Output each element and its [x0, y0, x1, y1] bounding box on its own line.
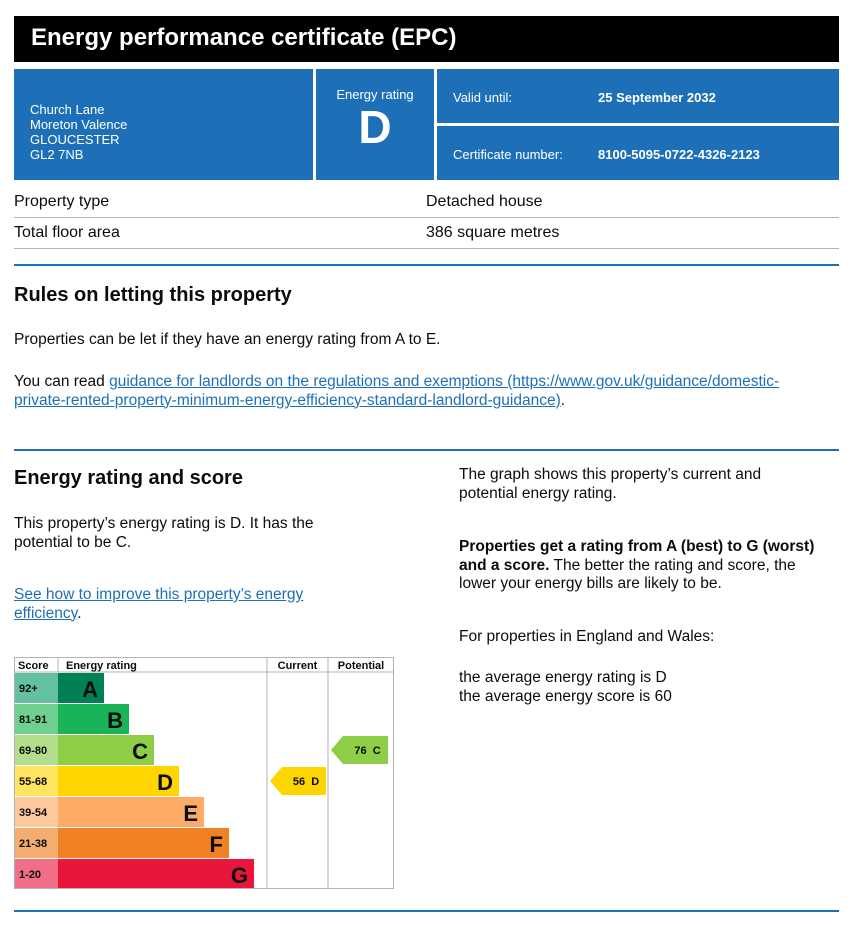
valid-until-block	[437, 69, 839, 123]
averages	[459, 669, 672, 706]
property-type-value: Detached house	[426, 193, 543, 210]
letting-text: Properties can be let if they have an energy rating from A to E.	[14, 331, 441, 348]
column-header-current: Current	[277, 660, 318, 672]
address-line: Church Lane	[30, 102, 105, 117]
energy-rating-graph	[14, 657, 394, 889]
floor-area-value: 386 square metres	[426, 224, 560, 241]
letting-heading: Rules on letting this property	[14, 284, 292, 306]
rating-letter-e: E	[183, 801, 198, 826]
address-line: GL2 7NB	[30, 147, 84, 162]
column-header-rating: Energy rating	[66, 660, 137, 672]
address-block	[14, 69, 313, 180]
valid-until-label: Valid until:	[453, 90, 513, 105]
rating-bar-g	[58, 859, 254, 889]
property-type-label: Property type	[14, 193, 110, 210]
rating-summary	[14, 515, 314, 552]
guidance-suffix: .	[560, 391, 566, 409]
regions-text: For properties in England and Wales:	[459, 628, 715, 645]
graph-description-line-1: The graph shows this property’s current and	[459, 466, 762, 483]
potential-rating-label: 76 C	[354, 745, 381, 757]
energy-rating-block	[316, 69, 434, 180]
score-range-d: 55-68	[19, 776, 48, 788]
graph-description	[459, 466, 761, 503]
improve-efficiency-link[interactable]	[14, 586, 303, 622]
score-range-c: 69-80	[19, 745, 48, 757]
improve-suffix: .	[77, 604, 82, 622]
guidance-prefix: You can read	[14, 373, 110, 390]
section-divider	[14, 910, 839, 912]
rating-letter-c: C	[132, 739, 148, 764]
landlord-guidance-link[interactable]	[14, 373, 779, 409]
energy-rating-label: Energy rating	[336, 87, 414, 102]
certificate-number-block	[437, 126, 839, 180]
valid-until-value: 25 September 2032	[598, 90, 716, 105]
letting-guidance	[14, 373, 839, 410]
certificate-number-label: Certificate number:	[453, 147, 563, 162]
average-score: the average energy score is 60	[459, 687, 672, 705]
score-range-a: 92+	[19, 683, 38, 695]
column-header-potential: Potential	[337, 660, 385, 672]
section-divider	[14, 449, 839, 451]
rating-explanation	[459, 538, 814, 594]
rating-letter-b: B	[107, 708, 123, 733]
rating-explanation-bold-1: Properties get a rating from A (best) to G (worst)	[459, 538, 815, 555]
rating-explanation-rest-2: The better the rating and score, the	[549, 556, 796, 574]
score-range-b: 81-91	[19, 714, 48, 726]
guidance-link-line-1: guidance for landlords on the regulations and exemptions (https://www.gov.uk/guidance/domestic-	[109, 373, 780, 390]
floor-area-label: Total floor area	[14, 224, 120, 241]
score-range-f: 21-38	[19, 838, 48, 850]
certificate-header	[14, 69, 839, 180]
section-divider	[14, 264, 839, 266]
rating-summary-line-2: potential to be C.	[14, 533, 132, 551]
rating-summary-line-1: This property’s energy rating is D. It has the	[14, 515, 314, 532]
improve-efficiency	[14, 586, 303, 623]
energy-rating-letter: D	[358, 101, 392, 153]
rating-letter-f: F	[209, 832, 223, 857]
floor-area-row	[14, 218, 839, 249]
rating-heading: Energy rating and score	[14, 467, 243, 489]
address-line: GLOUCESTER	[30, 132, 120, 147]
average-rating: the average energy rating is D	[459, 669, 667, 686]
guidance-link-line-2: private-rented-property-minimum-energy-efficiency-standard-landlord-guidance)	[14, 391, 561, 409]
improve-link-line-1: See how to improve this property’s energy	[14, 586, 304, 603]
rating-explanation-rest-3: lower your energy bills are likely to be.	[459, 575, 722, 592]
improve-link-line-2: efficiency	[14, 604, 78, 622]
property-type-row	[14, 187, 839, 218]
rating-letter-a: A	[82, 677, 98, 702]
certificate-number-value: 8100-5095-0722-4326-2123	[598, 147, 760, 162]
rating-letter-g: G	[230, 863, 248, 888]
rating-explanation-bold-2: and a score.	[459, 556, 550, 574]
score-range-g: 1-20	[19, 869, 42, 881]
rating-bar-f	[58, 828, 229, 858]
rating-bar-e	[58, 797, 204, 827]
graph-description-line-2: potential energy rating.	[459, 484, 617, 502]
column-header-score: Score	[18, 660, 49, 672]
page-title: Energy performance certificate (EPC)	[14, 16, 839, 62]
address-line: Moreton Valence	[30, 117, 128, 132]
rating-letter-d: D	[157, 770, 173, 795]
current-rating-label: 56 D	[292, 776, 320, 788]
energy-rating-chart	[14, 657, 394, 889]
score-range-e: 39-54	[19, 807, 48, 819]
